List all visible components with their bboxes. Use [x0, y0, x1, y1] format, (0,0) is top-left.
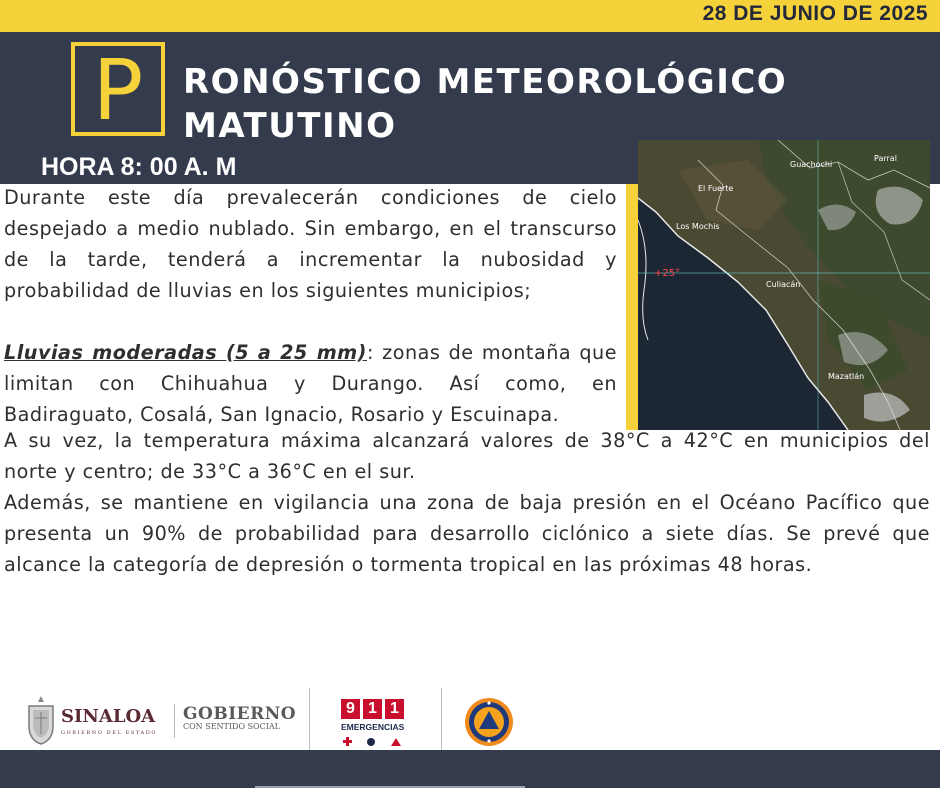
- title-initial: P: [92, 41, 144, 139]
- date-label: 28 DE JUNIO DE 2025: [702, 2, 928, 25]
- sinaloa-subtitle: GOBIERNO DEL ESTADO: [61, 730, 158, 736]
- gobierno-subtitle: CON SENTIDO SOCIAL: [183, 722, 280, 731]
- sinaloa-seal-logo: [24, 694, 58, 750]
- logo-divider: [174, 704, 175, 738]
- map-label-guachochi: Guachochi: [790, 160, 833, 169]
- title-line-1: RONÓSTICO METEOROLÓGICO: [183, 62, 788, 102]
- low-pressure-paragraph: Además, se mantiene en vigilancia una zona de baja presión en el Océano Pacífico que presenta un 90% de probabilidad para desarrollo ciclónico a siete días. Se prevé que alcance la categoría de depresión o tormenta tropical en las próximas 48 horas.: [4, 491, 930, 576]
- temperature-paragraph: A su vez, la temperatura máxima alcanzará valores de 38°C a 42°C en municipios del norte y centro; de 33°C a 36°C en el sur.: [4, 429, 930, 483]
- map-label-los-mochis: Los Mochis: [676, 222, 720, 231]
- footer-band: [0, 750, 940, 788]
- sinaloa-wordmark: SINALOA: [61, 706, 156, 727]
- title-initial-box: [71, 41, 165, 139]
- page-title: [183, 60, 833, 148]
- map-label-parral: Parral: [874, 154, 897, 163]
- rain-paragraph: [4, 337, 617, 430]
- map-label-mazatlan: Mazatlán: [828, 372, 865, 381]
- title-line-2: MATUTINO: [183, 106, 397, 146]
- intro-paragraph: Durante este día prevalecerán condiciones de cielo despejado a medio nublado. Sin embargo, en el transcurso de la tarde, tenderá a incrementar la nubosidad y probabilidad de lluvias en los siguientes municipios;: [4, 186, 617, 302]
- emergency-digit-1a: 1: [363, 699, 382, 719]
- emergency-digit-9: 9: [341, 699, 360, 719]
- forecast-time: HORA 8: 00 A. M: [41, 153, 237, 181]
- rain-text: : zonas de montaña que limitan con Chihuahua y Durango. Así como, en Badiraguato, Cosalá, San Ignacio, Rosario y Escuinapa.: [4, 341, 617, 426]
- date-bar: [0, 0, 940, 32]
- map-latitude-label: +25°: [654, 268, 681, 279]
- map-label-culiacan: Culiacán: [766, 280, 801, 289]
- emergency-digit-1b: 1: [385, 699, 404, 719]
- gobierno-wordmark: GOBIERNO: [183, 704, 297, 724]
- footer-divider-2: [441, 688, 442, 750]
- rain-label: Lluvias moderadas (5 a 25 mm): [4, 341, 367, 364]
- footer-divider-1: [309, 688, 310, 750]
- map-label-el-fuerte: El Fuerte: [698, 184, 734, 193]
- proteccion-civil-seal: [464, 697, 514, 751]
- satellite-map: [638, 140, 930, 430]
- emergencias-label: EMERGENCIAS: [341, 722, 405, 732]
